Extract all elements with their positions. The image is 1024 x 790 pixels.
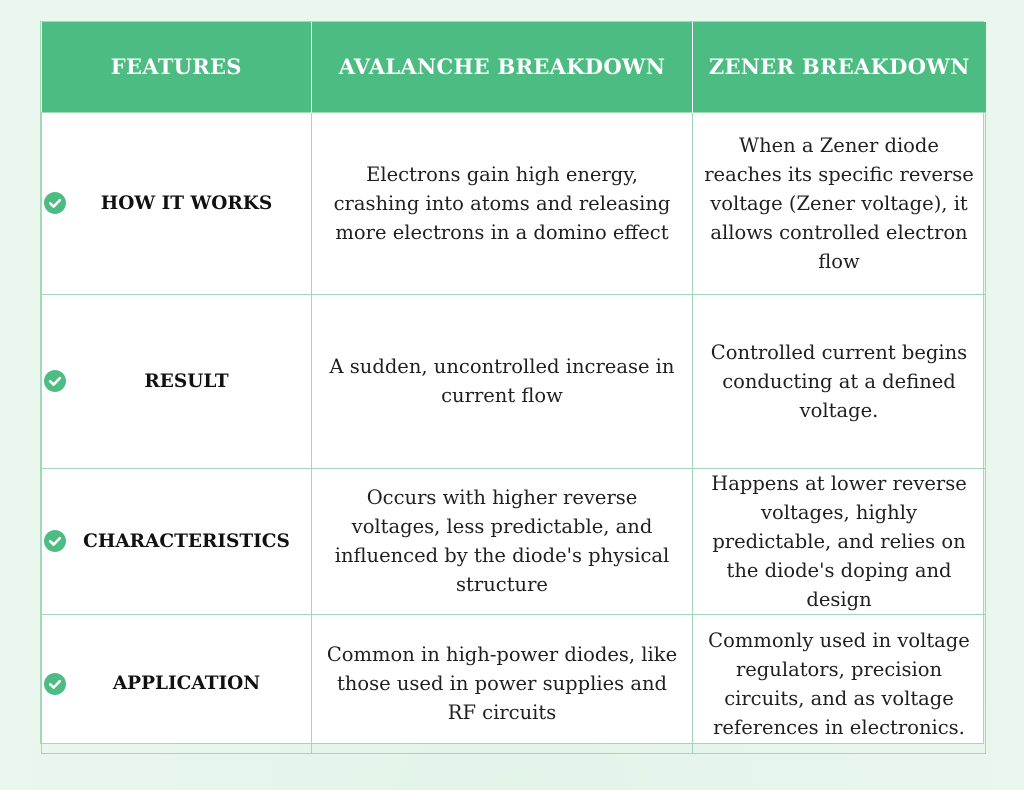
header-avalanche-breakdown: AVALANCHE BREAKDOWN [312, 22, 693, 112]
zener-cell: When a Zener diode reaches its specific reverse voltage (Zener voltage), it allows controlled electron flow [693, 112, 986, 294]
feature-label: CHARACTERISTICS [83, 530, 290, 552]
zener-cell: Happens at lower reverse voltages, highly predictable, and relies on the diode's doping and design [693, 468, 986, 614]
avalanche-cell: Common in high-power diodes, like those used in power supplies and RF circuits [312, 614, 693, 753]
table-row [42, 294, 986, 468]
feature-cell [42, 468, 312, 614]
header-zener-breakdown: ZENER BREAKDOWN [693, 22, 986, 112]
check-circle-icon [44, 673, 66, 695]
table-row [42, 614, 986, 753]
feature-label: RESULT [144, 370, 229, 392]
avalanche-cell: Occurs with higher reverse voltages, less predictable, and influenced by the diode's physical structure [312, 468, 693, 614]
feature-cell [42, 112, 312, 294]
table-header-row [42, 22, 986, 112]
header-features: FEATURES [42, 22, 312, 112]
avalanche-cell: A sudden, uncontrolled increase in current flow [312, 294, 693, 468]
check-circle-icon [44, 530, 66, 552]
zener-cell: Commonly used in voltage regulators, precision circuits, and as voltage references in electronics. [693, 614, 986, 753]
feature-cell [42, 614, 312, 753]
table-row [42, 468, 986, 614]
feature-cell [42, 294, 312, 468]
zener-cell: Controlled current begins conducting at a defined voltage. [693, 294, 986, 468]
check-circle-icon [44, 192, 66, 214]
comparison-table-container [40, 21, 984, 744]
feature-label: APPLICATION [112, 673, 261, 694]
feature-label: HOW IT WORKS [100, 192, 273, 214]
table-row [42, 112, 986, 294]
avalanche-cell: Electrons gain high energy, crashing into atoms and releasing more electrons in a domino effect [312, 112, 693, 294]
comparison-table [41, 22, 986, 754]
check-circle-icon [44, 370, 66, 392]
